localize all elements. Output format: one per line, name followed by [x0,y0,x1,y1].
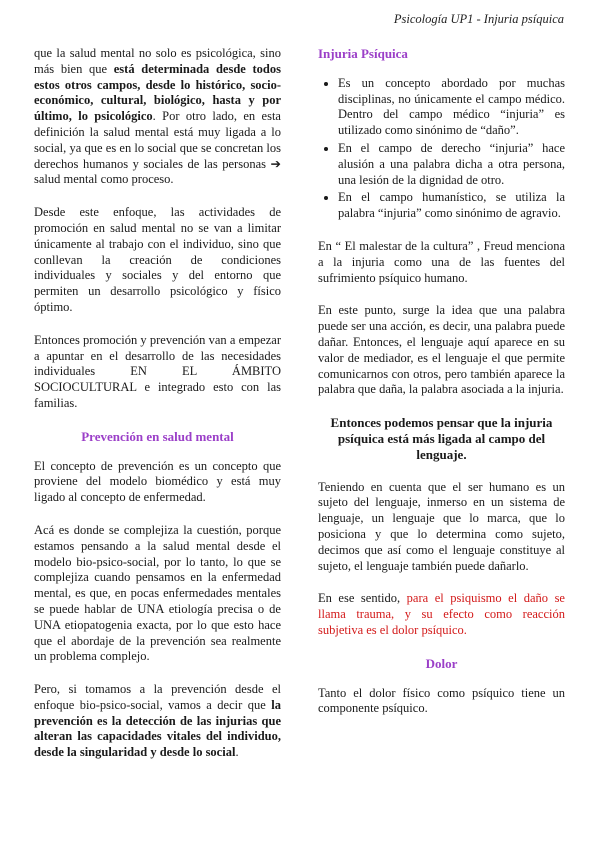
text-run: . [235,745,239,760]
bold-text: está determinada desde todos estos otros campos, desde lo histórico, socio-económico, cultural, biológico, hasta y por último, lo psicológico [34,61,281,124]
heading-injuria-psiquica: Injuria Psíquica [318,46,408,61]
heading-dolor: Dolor [425,655,458,671]
paragraph-bio-psico-social [34,682,281,761]
bold-text: la prevención es la detección de las injurias que alteran las capacidades vitales del individuo, desde la singularidad y desde lo social [34,697,281,760]
text-run: que la salud mental no solo es psicológica, sino más bien que [34,46,281,76]
paragraph-complejiza: Acá es donde se complejiza la cuestión, porque estamos pensando a la salud mental desde el modelo bio-psico-social, por lo tanto, lo que se complejiza cuando pensamos en la enfermedad mental, es que, en pocas enfermedades mentales se puede hablar de UNA etiología precisa o de UNA etiopatogenia exacta, por lo que esto hace que el abordaje de la prevención sea realmente un problema complejo. [34,522,281,664]
heading-prevencion: Prevención en salud mental [81,428,234,444]
paragraph-salud-mental [34,46,281,188]
paragraph-freud: En “ El malestar de la cultura” , Freud menciona a la injuria como una de las fuentes del sufrimiento psíquico humano. [318,238,565,285]
paragraph-palabra-accion: En este punto, surge la idea que una palabra puede ser una acción, es decir, una palabra puede dañar. Entonces, el lenguaje aquí aparece en su valor de mediador, es el lenguaje el que permite comunicarnos con otros, pero también aparece la palabra que daña, la palabra asociada a la injuria. [318,303,565,397]
paragraph-dolor: Tanto el dolor físico como psíquico tiene un componente psíquico. [318,685,565,716]
text-run: . Por otro lado, en esta definición la salud mental está muy ligada a lo social, ya que es en lo social que se concretan los derechos humanos y sociales de las personas ➔ salud mental como proceso. [34,109,281,187]
text-run: En ese sentido, [318,591,407,606]
list-item: • En el campo de derecho “injuria” hace alusión a una palabra dicha a otra persona, una lesión de la dignidad de otro. [338,141,565,188]
right-column [318,46,565,734]
list-item: • Es un concepto abordado por muchas disciplinas, no únicamente el campo médico. Dentro del campo médico “injuria” es utilizado como sinónimo de “daño”. [338,76,565,139]
page-header: Psicología UP1 - Injuria psíquica [393,12,564,26]
paragraph-sujeto-lenguaje: Teniendo en cuenta que el ser humano es un sujeto del lenguaje, inmerso en un sistema de lenguaje, un lenguaje que lo marca, que lo posiciona y que lo determina como sujeto, decimos que así como el lenguaje constituye al sujeto, el lenguaje también puede dañarlo. [318,479,565,573]
paragraph-trauma [318,591,565,638]
bullet-list [318,76,565,222]
text-run: Pero, si tomamos a la prevención desde el enfoque bio-psico-social, vamos a decir que [34,682,281,712]
paragraph-promocion-prevencion: Entonces promoción y prevención van a empezar a apuntar en el desarrollo de las necesidades individuales EN EL ÁMBITO SOCIOCULTURAL e integrado esto con las familias. [34,332,281,410]
paragraph-concepto-prevencion: El concepto de prevención es un concepto que proviene del modelo biomédico y está muy ligado al concepto de enfermedad. [34,458,281,505]
paragraph-promocion: Desde este enfoque, las actividades de promoción en salud mental no se van a limitar únicamente al trabajo con el individuo, sino que conllevan la creación de condiciones individuales y sociales y del entorno que permiten un desarrollo psicológico y físico óptimo. [34,205,281,314]
bold-statement: Entonces podemos pensar que la injuria psíquica está más ligada al campo del lenguaje. [330,415,553,462]
list-item: • En el campo humanístico, se utiliza la palabra “injuria” como sinónimo de agravio. [338,190,565,222]
highlight-text: para el psiquismo el daño se llama trauma, y su efecto como reacción subjetiva es el dolor psíquico. [318,591,565,637]
left-column [34,46,281,778]
